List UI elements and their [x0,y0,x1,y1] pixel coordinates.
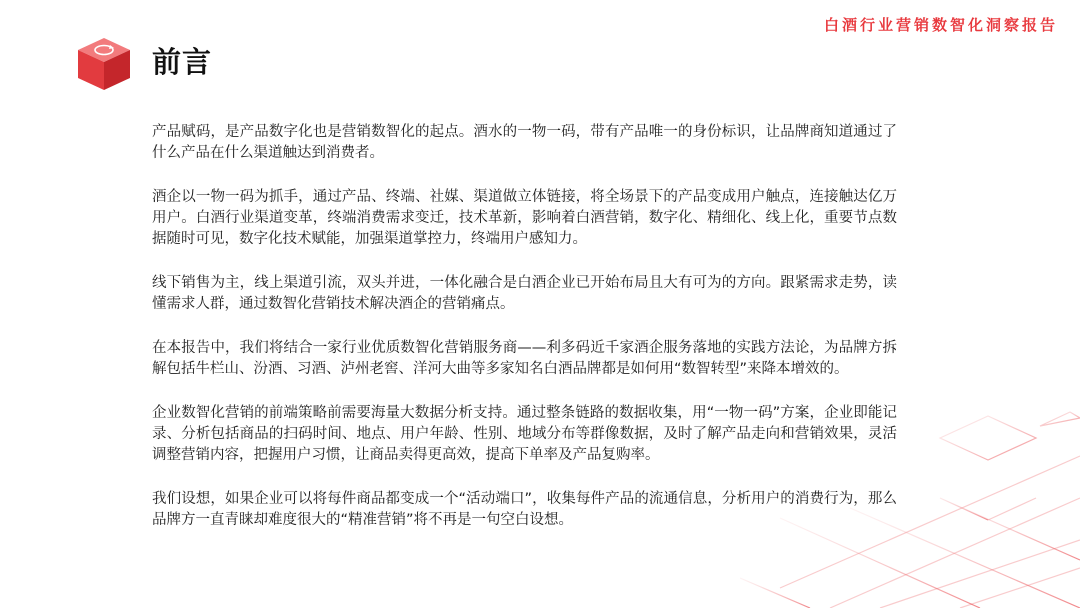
paragraph: 酒企以一物一码为抓手，通过产品、终端、社媒、渠道做立体链接，将全场景下的产品变成用户触点，连接触达亿万用户。白酒行业渠道变革，终端消费需求变迁，技术革新，影响着白酒营销，数字化、精细化、线上化，重要节点数据随时可见，数字化技术赋能，加强渠道掌控力，终端用户感知力。 [152,189,897,247]
paragraph: 我们设想，如果企业可以将每件商品都变成一个“活动端口”，收集每件产品的流通信息，分析用户的消费行为，那么品牌方一直青睐却难度很大的“精准营销”将不再是一句空白设想。 [152,491,897,528]
paragraph: 企业数智化营销的前端策略前需要海量大数据分析支持。通过整条链路的数据收集，用“一物一码”方案，企业即能记录、分析包括商品的扫码时间、地点、用户年龄、性别、地域分布等群像数据，及时了解产品走向和营销效果，灵活调整营销内容，把握用户习惯，让商品卖得更高效，提高下单率及产品复购率。 [152,405,897,463]
report-title: 白酒行业营销数智化洞察报告 [823,16,1058,34]
paragraph: 在本报告中，我们将结合一家行业优质数智化营销服务商——利多码近千家酒企服务落地的实践方法论，为品牌方拆解包括牛栏山、汾酒、习酒、泸州老窖、洋河大曲等多家知名白酒品牌都是如何用“数智转型”来降本增效的。 [152,340,897,377]
logo-cube-icon [74,36,134,92]
page-title: 前言 [152,45,213,79]
decorative-cube-grid [740,368,1080,608]
paragraph: 产品赋码，是产品数字化也是营销数智化的起点。酒水的一物一码，带有产品唯一的身份标识，让品牌商知道通过了什么产品在什么渠道触达到消费者。 [152,124,897,161]
paragraph: 线下销售为主，线上渠道引流，双头并进，一体化融合是白酒企业已开始布局且大有可为的方向。跟紧需求走势，读懂需求人群，通过数智化营销技术解决酒企的营销痛点。 [152,275,897,312]
